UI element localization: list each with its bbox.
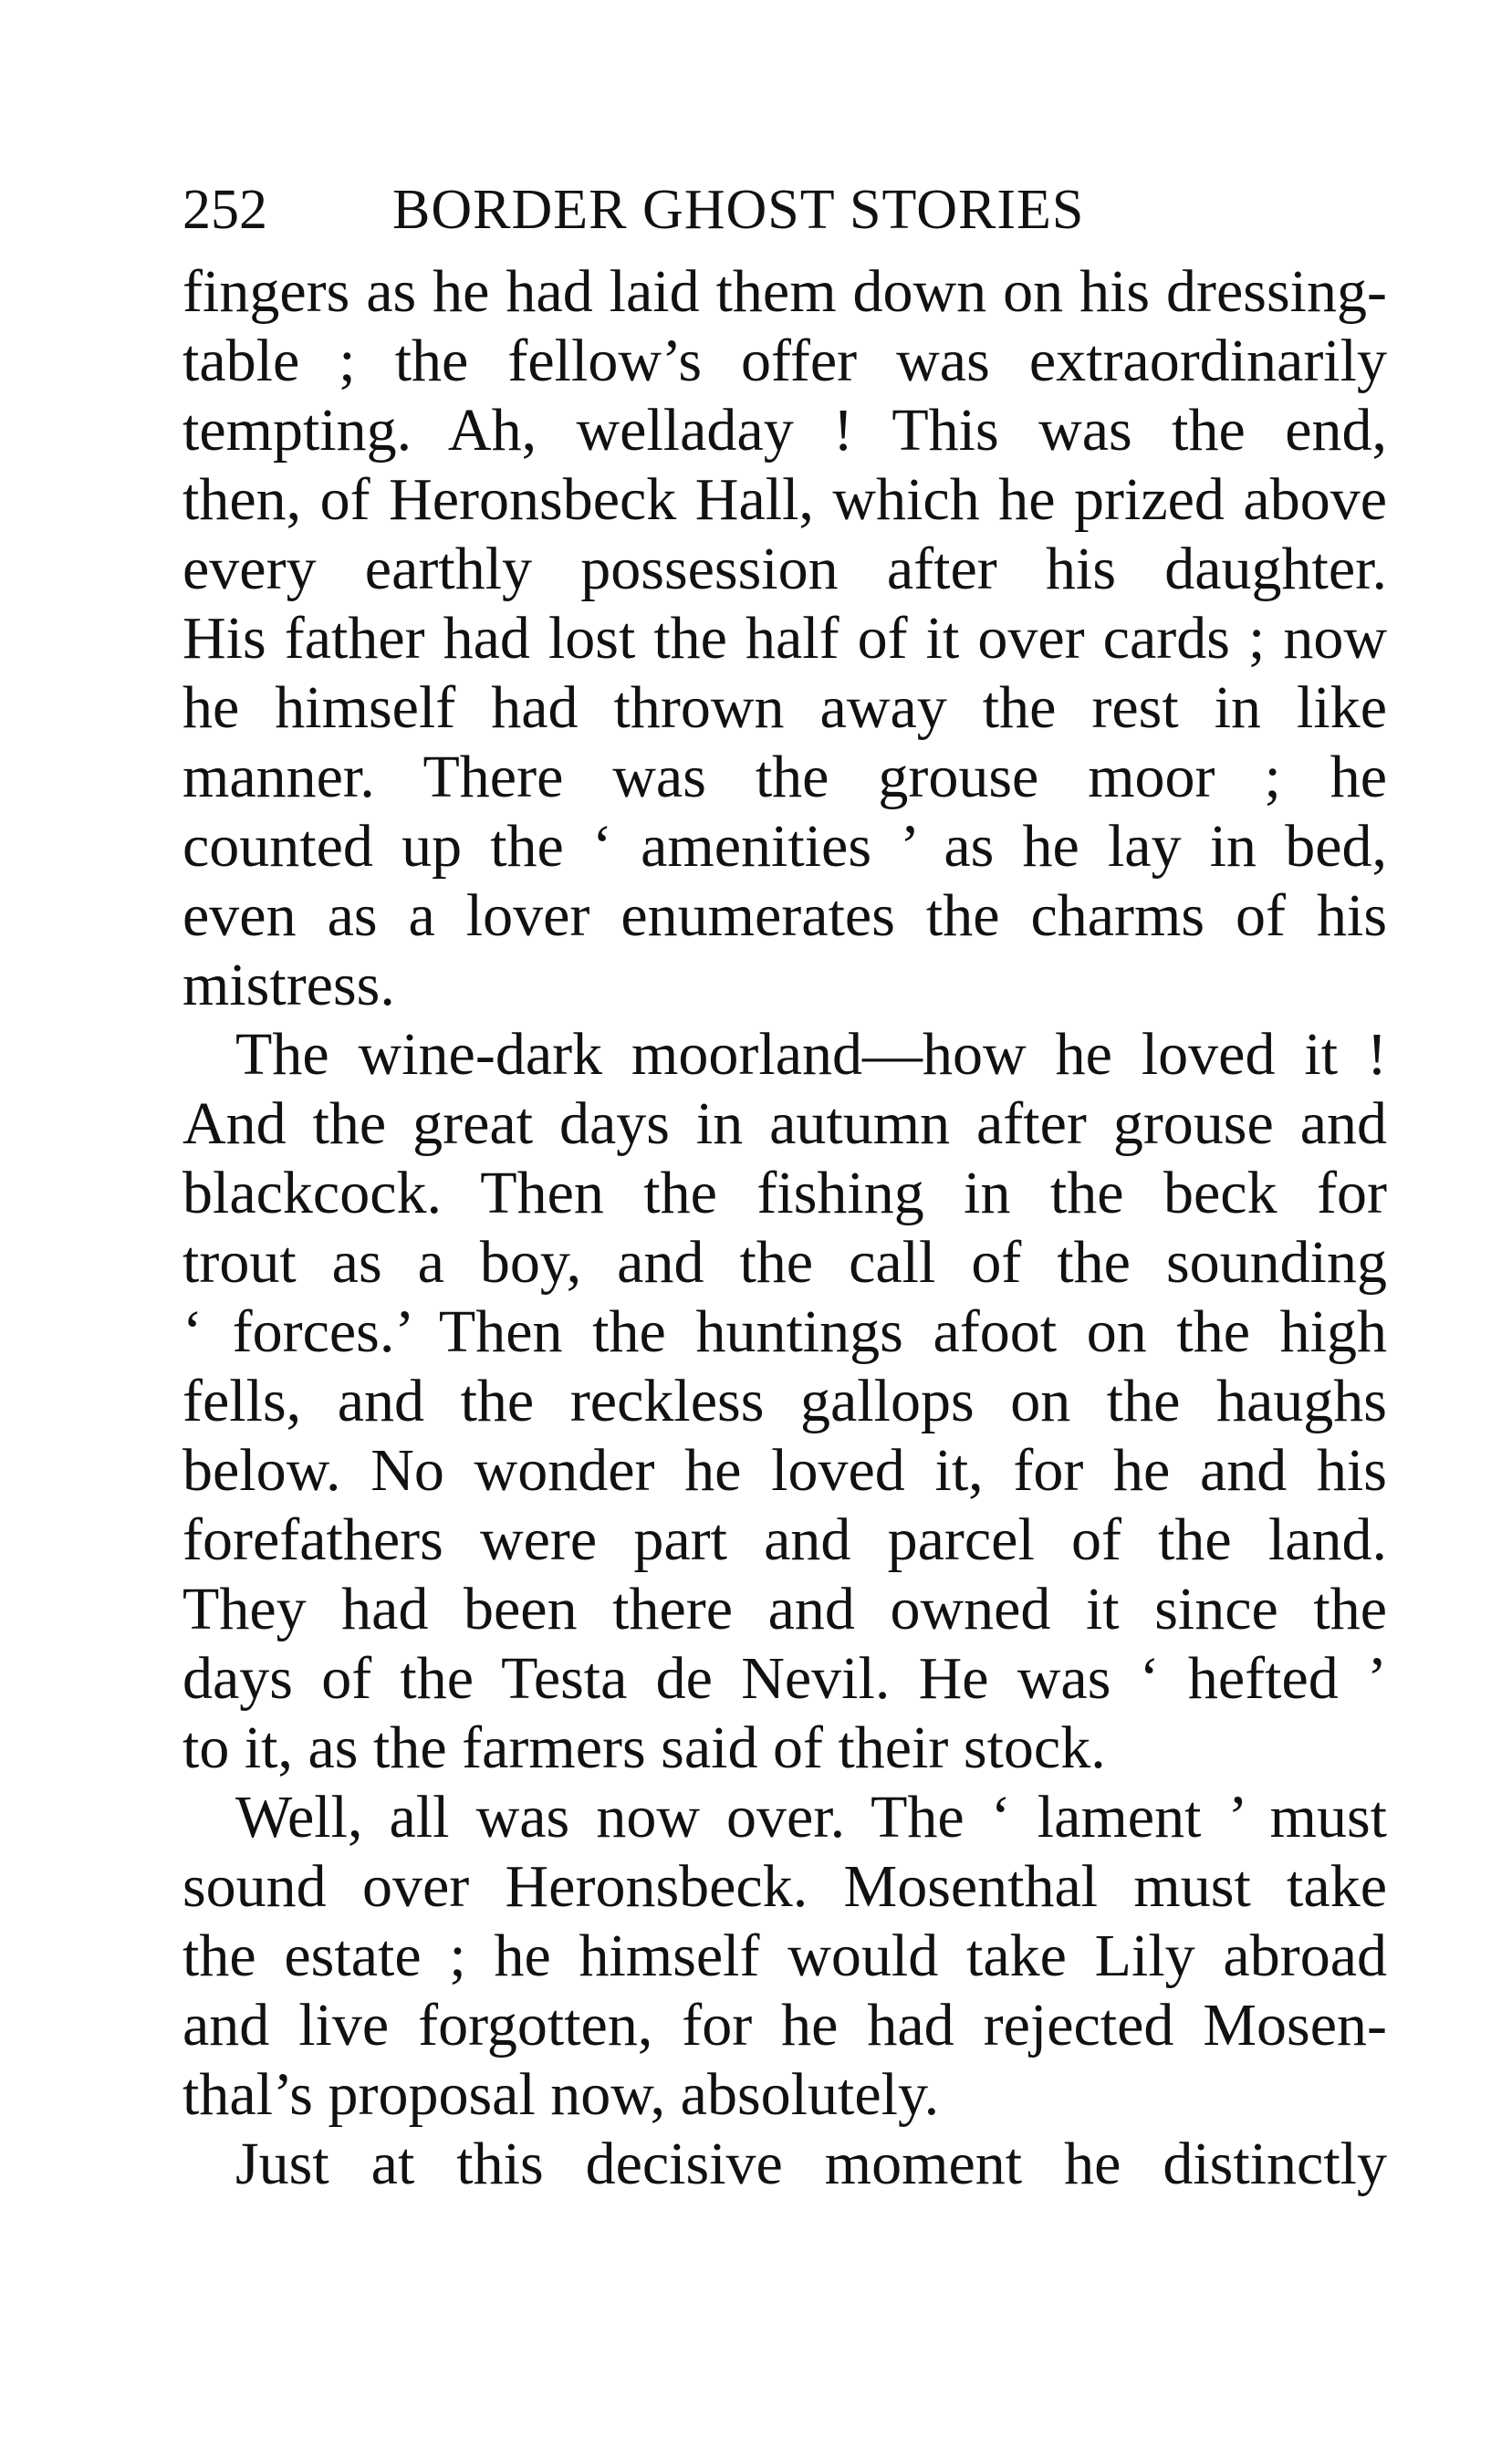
book-title: BORDER GHOST STORIES bbox=[392, 179, 1085, 241]
text-line: blackcock. Then the fishing in the beck for bbox=[182, 1160, 1387, 1226]
text-line: thal’s proposal now, absolutely. bbox=[182, 2061, 940, 2128]
text-line: trout as a boy, and the call of the sounding bbox=[182, 1229, 1387, 1296]
text-line: mistress. bbox=[182, 952, 395, 1018]
text-line: below. No wonder he loved it, for he and his bbox=[182, 1437, 1387, 1504]
text-line: then, of Heronsbeck Hall, which he prized above bbox=[182, 466, 1387, 533]
text-line: forefathers were part and parcel of the land. bbox=[182, 1506, 1387, 1573]
text-line: And the great days in autumn after grouse and bbox=[182, 1090, 1387, 1157]
text-line: even as a lover enumerates the charms of his bbox=[182, 882, 1387, 949]
text-line: They had been there and owned it since the bbox=[182, 1576, 1387, 1642]
text-line: sound over Heronsbeck. Mosenthal must take bbox=[182, 1853, 1387, 1920]
text-line: fingers as he had laid them down on his dressing- bbox=[182, 258, 1387, 325]
text-line: counted up the ‘ amenities ’ as he lay in bed, bbox=[182, 813, 1387, 880]
text-line: and live forgotten, for he had rejected Mosen- bbox=[182, 1992, 1387, 2059]
text-line: table ; the fellow’s offer was extraordinarily bbox=[182, 328, 1387, 394]
text-line: tempting. Ah, welladay ! This was the end, bbox=[182, 397, 1387, 464]
text-line: ‘ forces.’ Then the huntings afoot on the high bbox=[182, 1298, 1387, 1365]
text-line: days of the Testa de Nevil. He was ‘ hefted ’ bbox=[182, 1645, 1387, 1712]
body-text bbox=[182, 257, 1387, 2199]
text-line: Well, all was now over. The ‘ lament ’ must bbox=[235, 1784, 1387, 1850]
running-head bbox=[182, 173, 1369, 246]
text-line: he himself had thrown away the rest in like bbox=[182, 674, 1387, 741]
text-line: Just at this decisive moment he distinctly bbox=[235, 2131, 1387, 2197]
text-line: every earthly possession after his daughter. bbox=[182, 536, 1387, 602]
text-line: fells, and the reckless gallops on the haughs bbox=[182, 1368, 1387, 1434]
text-line: His father had lost the half of it over cards ; now bbox=[182, 605, 1387, 672]
page-number: 252 bbox=[182, 179, 267, 241]
text-line: the estate ; he himself would take Lily abroad bbox=[182, 1923, 1387, 1989]
text-line: manner. There was the grouse moor ; he bbox=[182, 744, 1387, 810]
text-line: The wine-dark moorland—how he loved it ! bbox=[235, 1021, 1387, 1088]
text-line: to it, as the farmers said of their stock. bbox=[182, 1715, 1106, 1781]
